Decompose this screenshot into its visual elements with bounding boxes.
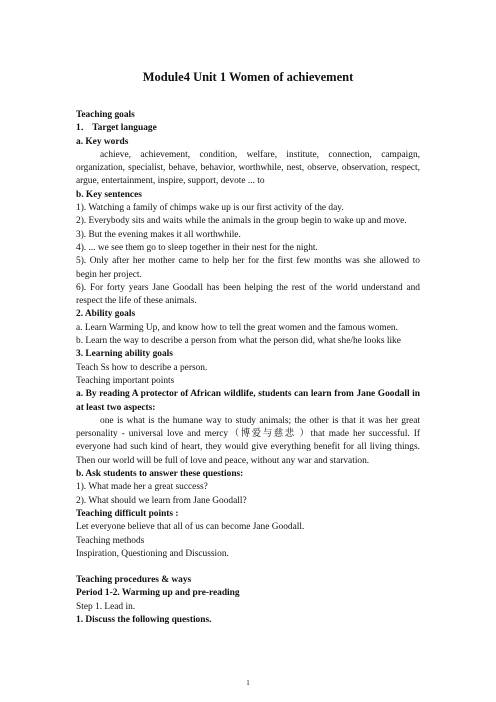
teaching-goals-heading: Teaching goals — [76, 110, 135, 120]
important-point-a-body: one is what is the humane way to study animals; the other is that it was her great personality - universal love and mercy（博爱与慈悲 ）that made her successful. If everyone had such kind of heart, they would give everything benefit for all living things. Then our world will be full of love and peace, without any war and starvation. — [76, 415, 420, 466]
ability-goals-heading: 2. Ability goals — [76, 309, 136, 320]
page-number: 1 — [246, 679, 250, 687]
period-heading: Period 1-2. Warming up and pre-reading — [76, 588, 240, 599]
learning-ability-text: Teach Ss how to describe a person. — [76, 362, 208, 373]
blank-line — [76, 561, 420, 574]
key-sentence: 4). ... we see them go to sleep together in their nest for the night. — [76, 242, 318, 253]
key-sentence: 1). Watching a family of chimps wake up is our first activity of the day. — [76, 203, 344, 214]
key-words-paragraph: achieve, achievement, condition, welfare, institute, connection, campaign, organization, specialist, behave, behavior, worthwhile, nest, observe, observation, respect, argue, entertainment, inspire, support, devote ... to — [76, 149, 420, 187]
key-words-heading: a. Key words — [76, 136, 129, 147]
question-item: 1). What made her a great success? — [76, 482, 208, 493]
question-item: 2). What should we learn from Jane Goodall? — [76, 495, 247, 506]
ability-goal: b. Learn the way to describe a person from what the person did, what she/he looks like — [76, 336, 401, 347]
procedures-heading: Teaching procedures & ways — [76, 575, 192, 586]
important-point-a: a. By reading A protector of African wildlife, students can learn from Jane Goodall in at least two aspects: — [76, 389, 420, 413]
difficult-points-heading: Teaching difficult points : — [76, 508, 179, 519]
key-sentence: 5). Only after her mother came to help her for the first few months was she allowed to begin her project. — [76, 256, 420, 280]
difficult-points-text: Let everyone believe that all of us can become Jane Goodall. — [76, 522, 305, 533]
learning-ability-heading: 3. Learning ability goals — [76, 349, 173, 360]
step-heading: Step 1. Lead in. — [76, 601, 136, 612]
target-language-heading: 1． Target language — [76, 123, 157, 134]
important-point-b: b. Ask students to answer these questions: — [76, 469, 244, 480]
teaching-methods-heading: Teaching methods — [76, 535, 145, 546]
teaching-methods-text: Inspiration, Questioning and Discussion. — [76, 548, 229, 559]
key-sentences-heading: b. Key sentences — [76, 189, 142, 200]
key-sentence: 3). But the evening makes it all worthwhile. — [76, 229, 241, 240]
important-points-heading: Teaching important points — [76, 375, 175, 386]
document-title: Module4 Unit 1 Women of achievement — [142, 70, 354, 84]
discuss-heading: 1. Discuss the following questions. — [76, 614, 212, 625]
key-sentence: 6). For forty years Jane Goodall has been helping the rest of the world understand and respect the life of these animals. — [76, 282, 420, 307]
key-sentence: 2). Everybody sits and waits while the animals in the group begin to wake up and move. — [76, 216, 407, 227]
ability-goal: a. Learn Warming Up, and know how to tell the great women and the famous women. — [76, 322, 398, 333]
